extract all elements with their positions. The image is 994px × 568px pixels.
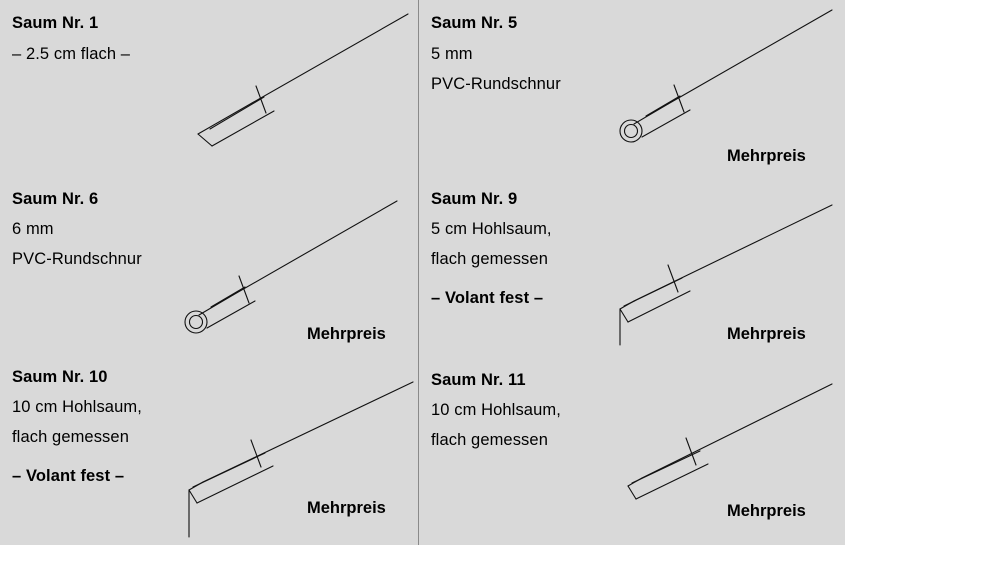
saum-5-price-label: Mehrpreis: [727, 147, 806, 165]
saum-5-diagram: [604, 6, 839, 146]
saum-1-heading: Saum Nr. 1: [12, 14, 99, 32]
saum-5-heading: Saum Nr. 5: [431, 14, 518, 32]
saum-10-price-label: Mehrpreis: [307, 499, 386, 517]
saum-9-line-3: – Volant fest –: [431, 289, 544, 307]
saum-9-line-1: 5 cm Hohlsaum,: [431, 220, 552, 238]
saum-11-line-1: 10 cm Hohlsaum,: [431, 401, 561, 419]
saum-6-line-1: 6 mm: [12, 220, 54, 238]
saum-9-heading: Saum Nr. 9: [431, 190, 518, 208]
saum-item-5: [419, 0, 845, 172]
saum-9-line-2: flach gemessen: [431, 250, 548, 268]
saum-6-heading: Saum Nr. 6: [12, 190, 99, 208]
saum-5-line-1: 5 mm: [431, 45, 473, 63]
saum-9-price-label: Mehrpreis: [727, 325, 806, 343]
saum-10-line-1: 10 cm Hohlsaum,: [12, 398, 142, 416]
saum-item-6: [0, 173, 418, 354]
saum-5-line-2: PVC-Rundschnur: [431, 75, 561, 93]
saum-11-heading: Saum Nr. 11: [431, 371, 526, 389]
saum-10-heading: Saum Nr. 10: [12, 368, 108, 386]
saum-item-11: [419, 354, 845, 545]
saum-10-line-2: flach gemessen: [12, 428, 129, 446]
saum-6-price-label: Mehrpreis: [307, 325, 386, 343]
saum-10-line-3: – Volant fest –: [12, 467, 125, 485]
saum-11-line-2: flach gemessen: [431, 431, 548, 449]
saum-11-price-label: Mehrpreis: [727, 502, 806, 520]
saum-6-diagram: [165, 189, 405, 339]
saum-1-line-1: – 2.5 cm flach –: [12, 45, 131, 63]
saum-item-1: [0, 0, 418, 172]
saum-item-9: [419, 173, 845, 354]
saum-6-line-2: PVC-Rundschnur: [12, 250, 142, 268]
saum-item-10: [0, 354, 418, 545]
saum-1-diagram: [190, 8, 415, 148]
